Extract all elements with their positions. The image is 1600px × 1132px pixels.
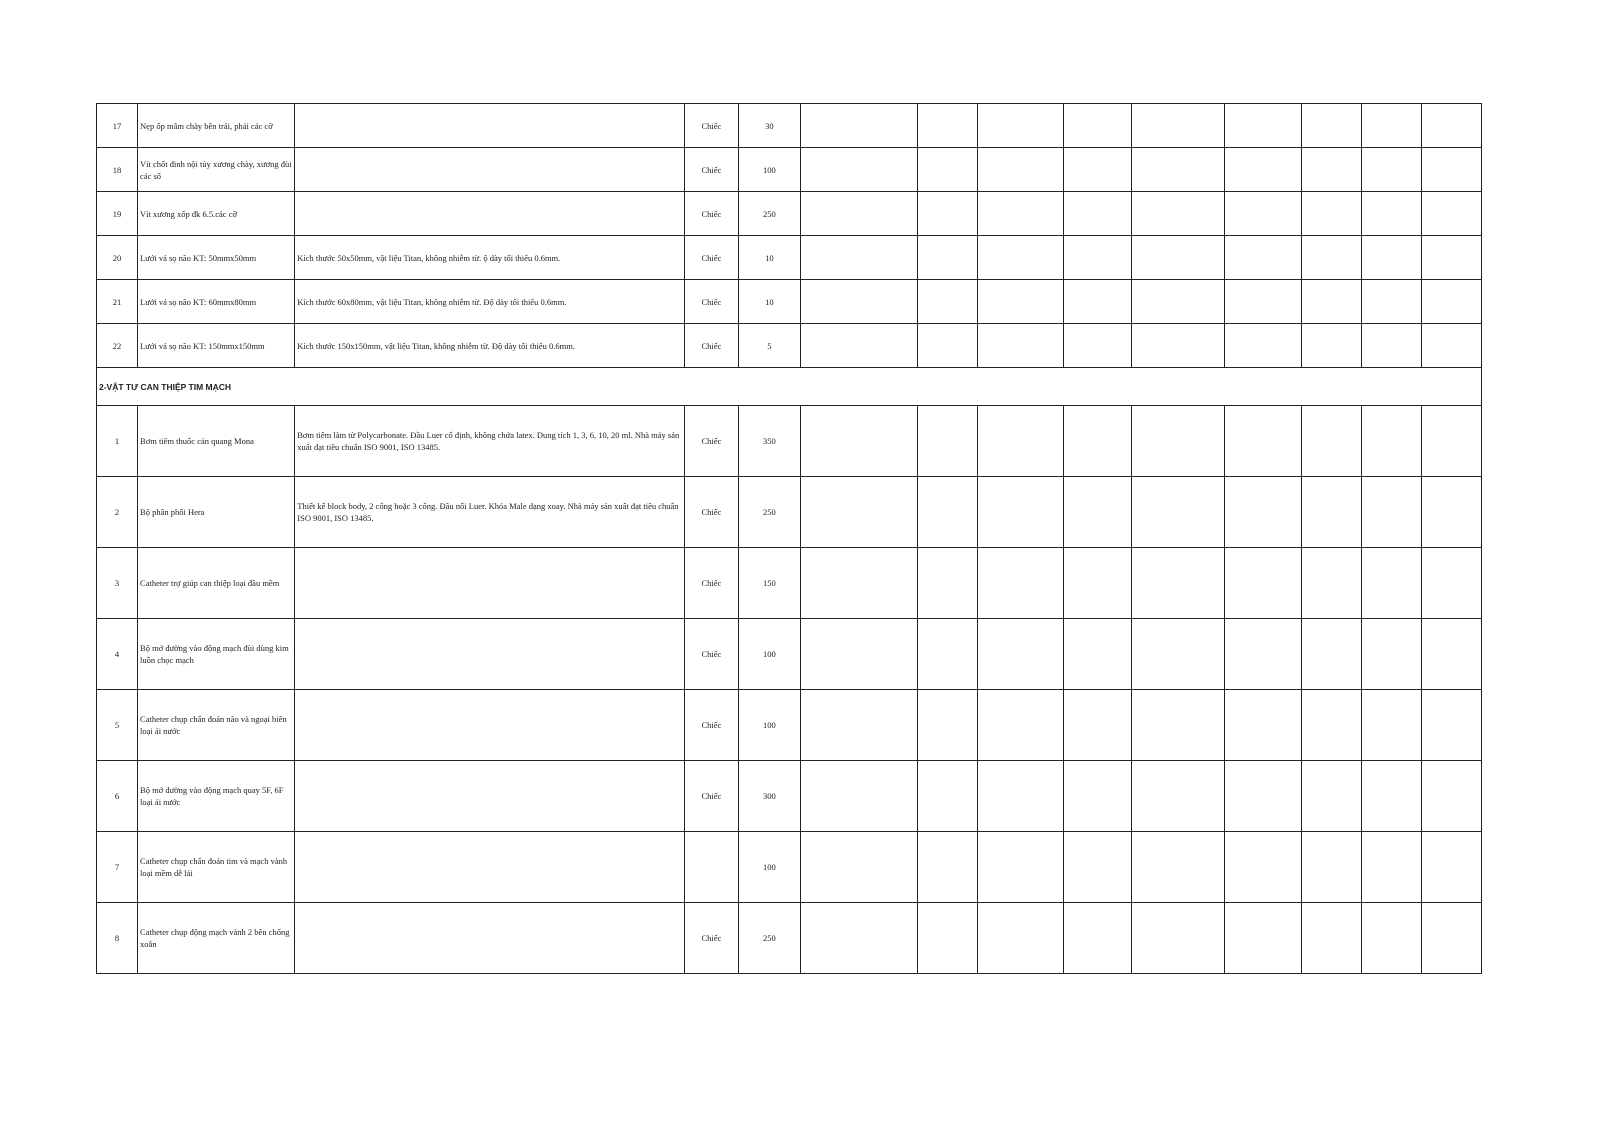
item-name-cell: Lưới vá sọ não KT: 50mmx50mm	[138, 236, 295, 280]
empty-cell	[1064, 477, 1132, 548]
empty-cell	[978, 761, 1064, 832]
empty-cell	[978, 192, 1064, 236]
item-name-cell: Lưới vá sọ não KT: 60mmx80mm	[138, 280, 295, 324]
empty-cell	[1132, 280, 1224, 324]
quantity-cell: 100	[738, 619, 800, 690]
item-spec-cell: Kích thước 150x150mm, vật liệu Titan, không nhiễm từ. Độ dày tối thiểu 0.6mm.	[295, 324, 685, 368]
row-number-cell: 3	[97, 548, 138, 619]
empty-cell	[1301, 104, 1361, 148]
item-name-cell: Nẹp ốp mâm chày bên trái, phải các cỡ	[138, 104, 295, 148]
empty-cell	[918, 192, 978, 236]
item-spec-cell: Bơm tiêm làm từ Polycarbonate. Đầu Luer cố định, không chứa latex. Dung tích 1, 3, 6, 10, 20 ml. Nhà máy sản xuất đạt tiêu chuẩn ISO 9001, ISO 13485.	[295, 406, 685, 477]
unit-cell: Chiếc	[684, 548, 738, 619]
table-row	[97, 324, 1482, 368]
table-row	[97, 104, 1482, 148]
item-name-cell: Catheter trợ giúp can thiệp loại đầu mềm	[138, 548, 295, 619]
item-spec-cell	[295, 832, 685, 903]
item-name-cell: Vít chốt đinh nội tủy xương chày, xương đùi các số	[138, 148, 295, 192]
empty-cell	[918, 324, 978, 368]
empty-cell	[1064, 548, 1132, 619]
empty-cell	[1361, 690, 1421, 761]
empty-cell	[800, 104, 917, 148]
empty-cell	[800, 761, 917, 832]
empty-cell	[978, 548, 1064, 619]
row-number-cell: 19	[97, 192, 138, 236]
table-row	[97, 548, 1482, 619]
table-row	[97, 406, 1482, 477]
empty-cell	[918, 832, 978, 903]
empty-cell	[1301, 548, 1361, 619]
empty-cell	[978, 832, 1064, 903]
empty-cell	[1064, 148, 1132, 192]
empty-cell	[1064, 761, 1132, 832]
empty-cell	[1301, 761, 1361, 832]
item-name-cell: Bơm tiêm thuốc cản quang Mona	[138, 406, 295, 477]
unit-cell: Chiếc	[684, 619, 738, 690]
table-body	[97, 104, 1482, 974]
empty-cell	[1224, 548, 1301, 619]
empty-cell	[1064, 236, 1132, 280]
table-row	[97, 903, 1482, 974]
empty-cell	[1361, 477, 1421, 548]
quantity-cell: 10	[738, 236, 800, 280]
item-name-cell: Bộ mở đường vào động mạch đùi dùng kim luồn chọc mạch	[138, 619, 295, 690]
empty-cell	[1361, 324, 1421, 368]
empty-cell	[1361, 236, 1421, 280]
empty-cell	[1421, 690, 1481, 761]
empty-cell	[918, 406, 978, 477]
empty-cell	[1224, 192, 1301, 236]
empty-cell	[1301, 324, 1361, 368]
quantity-cell: 100	[738, 832, 800, 903]
empty-cell	[1421, 619, 1481, 690]
empty-cell	[1224, 690, 1301, 761]
quantity-cell: 100	[738, 148, 800, 192]
empty-cell	[1224, 619, 1301, 690]
empty-cell	[1224, 761, 1301, 832]
table-row	[97, 236, 1482, 280]
empty-cell	[918, 148, 978, 192]
empty-cell	[1301, 690, 1361, 761]
empty-cell	[1064, 619, 1132, 690]
empty-cell	[1224, 324, 1301, 368]
empty-cell	[800, 832, 917, 903]
row-number-cell: 5	[97, 690, 138, 761]
item-spec-cell	[295, 761, 685, 832]
empty-cell	[1361, 619, 1421, 690]
item-spec-cell: Kích thước 50x50mm, vật liệu Titan, không nhiễm từ. ộ dày tối thiểu 0.6mm.	[295, 236, 685, 280]
empty-cell	[1064, 832, 1132, 903]
empty-cell	[1421, 324, 1481, 368]
empty-cell	[1064, 324, 1132, 368]
empty-cell	[1132, 832, 1224, 903]
empty-cell	[1361, 192, 1421, 236]
empty-cell	[978, 148, 1064, 192]
unit-cell: Chiếc	[684, 903, 738, 974]
item-name-cell: Vít xương xốp đk 6.5.các cỡ	[138, 192, 295, 236]
item-name-cell: Lưới vá sọ não KT: 150mmx150mm	[138, 324, 295, 368]
empty-cell	[800, 406, 917, 477]
empty-cell	[1224, 236, 1301, 280]
empty-cell	[1421, 148, 1481, 192]
empty-cell	[1361, 903, 1421, 974]
empty-cell	[1301, 903, 1361, 974]
unit-cell: Chiếc	[684, 280, 738, 324]
empty-cell	[1421, 832, 1481, 903]
empty-cell	[1421, 104, 1481, 148]
item-spec-cell	[295, 104, 685, 148]
empty-cell	[1301, 832, 1361, 903]
empty-cell	[1361, 406, 1421, 477]
empty-cell	[918, 690, 978, 761]
row-number-cell: 22	[97, 324, 138, 368]
empty-cell	[1224, 903, 1301, 974]
empty-cell	[1132, 406, 1224, 477]
unit-cell: Chiếc	[684, 406, 738, 477]
quantity-cell: 250	[738, 903, 800, 974]
quantity-cell: 150	[738, 548, 800, 619]
empty-cell	[1064, 104, 1132, 148]
empty-cell	[1224, 406, 1301, 477]
unit-cell: Chiếc	[684, 324, 738, 368]
empty-cell	[1421, 761, 1481, 832]
empty-cell	[918, 548, 978, 619]
empty-cell	[918, 280, 978, 324]
empty-cell	[918, 104, 978, 148]
table-row	[97, 761, 1482, 832]
empty-cell	[800, 324, 917, 368]
item-spec-cell	[295, 548, 685, 619]
unit-cell: Chiếc	[684, 690, 738, 761]
empty-cell	[1064, 690, 1132, 761]
row-number-cell: 4	[97, 619, 138, 690]
empty-cell	[918, 477, 978, 548]
empty-cell	[1421, 548, 1481, 619]
empty-cell	[1301, 280, 1361, 324]
empty-cell	[1301, 619, 1361, 690]
table-row	[97, 192, 1482, 236]
item-spec-cell	[295, 690, 685, 761]
empty-cell	[1224, 832, 1301, 903]
empty-cell	[978, 477, 1064, 548]
quantity-cell: 30	[738, 104, 800, 148]
empty-cell	[1421, 280, 1481, 324]
empty-cell	[800, 690, 917, 761]
empty-cell	[1224, 477, 1301, 548]
unit-cell: Chiếc	[684, 104, 738, 148]
empty-cell	[918, 761, 978, 832]
empty-cell	[1361, 148, 1421, 192]
table-row	[97, 619, 1482, 690]
row-number-cell: 1	[97, 406, 138, 477]
table-row	[97, 148, 1482, 192]
equipment-table	[96, 103, 1482, 974]
item-spec-cell	[295, 192, 685, 236]
item-spec-cell	[295, 903, 685, 974]
quantity-cell: 350	[738, 406, 800, 477]
empty-cell	[1064, 280, 1132, 324]
empty-cell	[1301, 236, 1361, 280]
item-spec-cell: Kích thước 60x80mm, vật liệu Titan, không nhiễm từ. Độ dày tối thiểu 0.6mm.	[295, 280, 685, 324]
item-name-cell: Catheter chụp chẩn đoán não và ngoại biên loại ái nước	[138, 690, 295, 761]
row-number-cell: 20	[97, 236, 138, 280]
item-name-cell: Bộ mở đường vào động mạch quay 5F, 6F loại ái nước	[138, 761, 295, 832]
unit-cell: Chiếc	[684, 148, 738, 192]
section-title: 2-VẬT TƯ CAN THIỆP TIM MẠCH	[97, 368, 1482, 406]
empty-cell	[800, 192, 917, 236]
empty-cell	[1361, 280, 1421, 324]
empty-cell	[978, 280, 1064, 324]
item-spec-cell: Thiết kế block body, 2 cổng hoặc 3 cổng. Đầu nối Luer. Khóa Male dạng xoay. Nhà máy sản xuất đạt tiêu chuẩn ISO 9001, ISO 13485.	[295, 477, 685, 548]
empty-cell	[1132, 761, 1224, 832]
empty-cell	[800, 903, 917, 974]
empty-cell	[1301, 148, 1361, 192]
empty-cell	[1132, 619, 1224, 690]
empty-cell	[1361, 548, 1421, 619]
item-name-cell: Catheter chụp động mạch vành 2 bên chống xoắn	[138, 903, 295, 974]
empty-cell	[918, 903, 978, 974]
empty-cell	[1064, 406, 1132, 477]
empty-cell	[1301, 406, 1361, 477]
empty-cell	[978, 406, 1064, 477]
empty-cell	[1132, 104, 1224, 148]
row-number-cell: 6	[97, 761, 138, 832]
empty-cell	[1132, 548, 1224, 619]
empty-cell	[1132, 690, 1224, 761]
row-number-cell: 2	[97, 477, 138, 548]
empty-cell	[918, 619, 978, 690]
empty-cell	[1132, 903, 1224, 974]
table-row	[97, 477, 1482, 548]
table-row	[97, 690, 1482, 761]
item-name-cell: Bộ phân phối Hera	[138, 477, 295, 548]
empty-cell	[978, 236, 1064, 280]
empty-cell	[800, 148, 917, 192]
empty-cell	[1421, 903, 1481, 974]
item-name-cell: Catheter chụp chẩn đoán tim và mạch vành loại mềm dễ lái	[138, 832, 295, 903]
unit-cell: Chiếc	[684, 477, 738, 548]
empty-cell	[978, 903, 1064, 974]
empty-cell	[1224, 104, 1301, 148]
row-number-cell: 17	[97, 104, 138, 148]
empty-cell	[1361, 761, 1421, 832]
quantity-cell: 100	[738, 690, 800, 761]
row-number-cell: 8	[97, 903, 138, 974]
unit-cell: Chiếc	[684, 236, 738, 280]
item-spec-cell	[295, 619, 685, 690]
quantity-cell: 300	[738, 761, 800, 832]
empty-cell	[1421, 192, 1481, 236]
empty-cell	[978, 690, 1064, 761]
empty-cell	[800, 280, 917, 324]
empty-cell	[1301, 477, 1361, 548]
row-number-cell: 21	[97, 280, 138, 324]
empty-cell	[800, 548, 917, 619]
quantity-cell: 250	[738, 477, 800, 548]
row-number-cell: 18	[97, 148, 138, 192]
section-header-row	[97, 368, 1482, 406]
empty-cell	[978, 104, 1064, 148]
empty-cell	[1064, 192, 1132, 236]
empty-cell	[1064, 903, 1132, 974]
table-row	[97, 832, 1482, 903]
item-spec-cell	[295, 148, 685, 192]
quantity-cell: 5	[738, 324, 800, 368]
empty-cell	[978, 324, 1064, 368]
empty-cell	[1132, 236, 1224, 280]
empty-cell	[1132, 477, 1224, 548]
empty-cell	[1421, 477, 1481, 548]
table-row	[97, 280, 1482, 324]
empty-cell	[1361, 104, 1421, 148]
row-number-cell: 7	[97, 832, 138, 903]
quantity-cell: 10	[738, 280, 800, 324]
empty-cell	[918, 236, 978, 280]
empty-cell	[800, 236, 917, 280]
quantity-cell: 250	[738, 192, 800, 236]
empty-cell	[800, 619, 917, 690]
unit-cell: Chiếc	[684, 192, 738, 236]
empty-cell	[1421, 406, 1481, 477]
empty-cell	[1132, 324, 1224, 368]
empty-cell	[1421, 236, 1481, 280]
empty-cell	[800, 477, 917, 548]
unit-cell	[684, 832, 738, 903]
empty-cell	[1224, 148, 1301, 192]
empty-cell	[1224, 280, 1301, 324]
empty-cell	[1132, 192, 1224, 236]
unit-cell: Chiếc	[684, 761, 738, 832]
empty-cell	[978, 619, 1064, 690]
empty-cell	[1132, 148, 1224, 192]
empty-cell	[1361, 832, 1421, 903]
empty-cell	[1301, 192, 1361, 236]
